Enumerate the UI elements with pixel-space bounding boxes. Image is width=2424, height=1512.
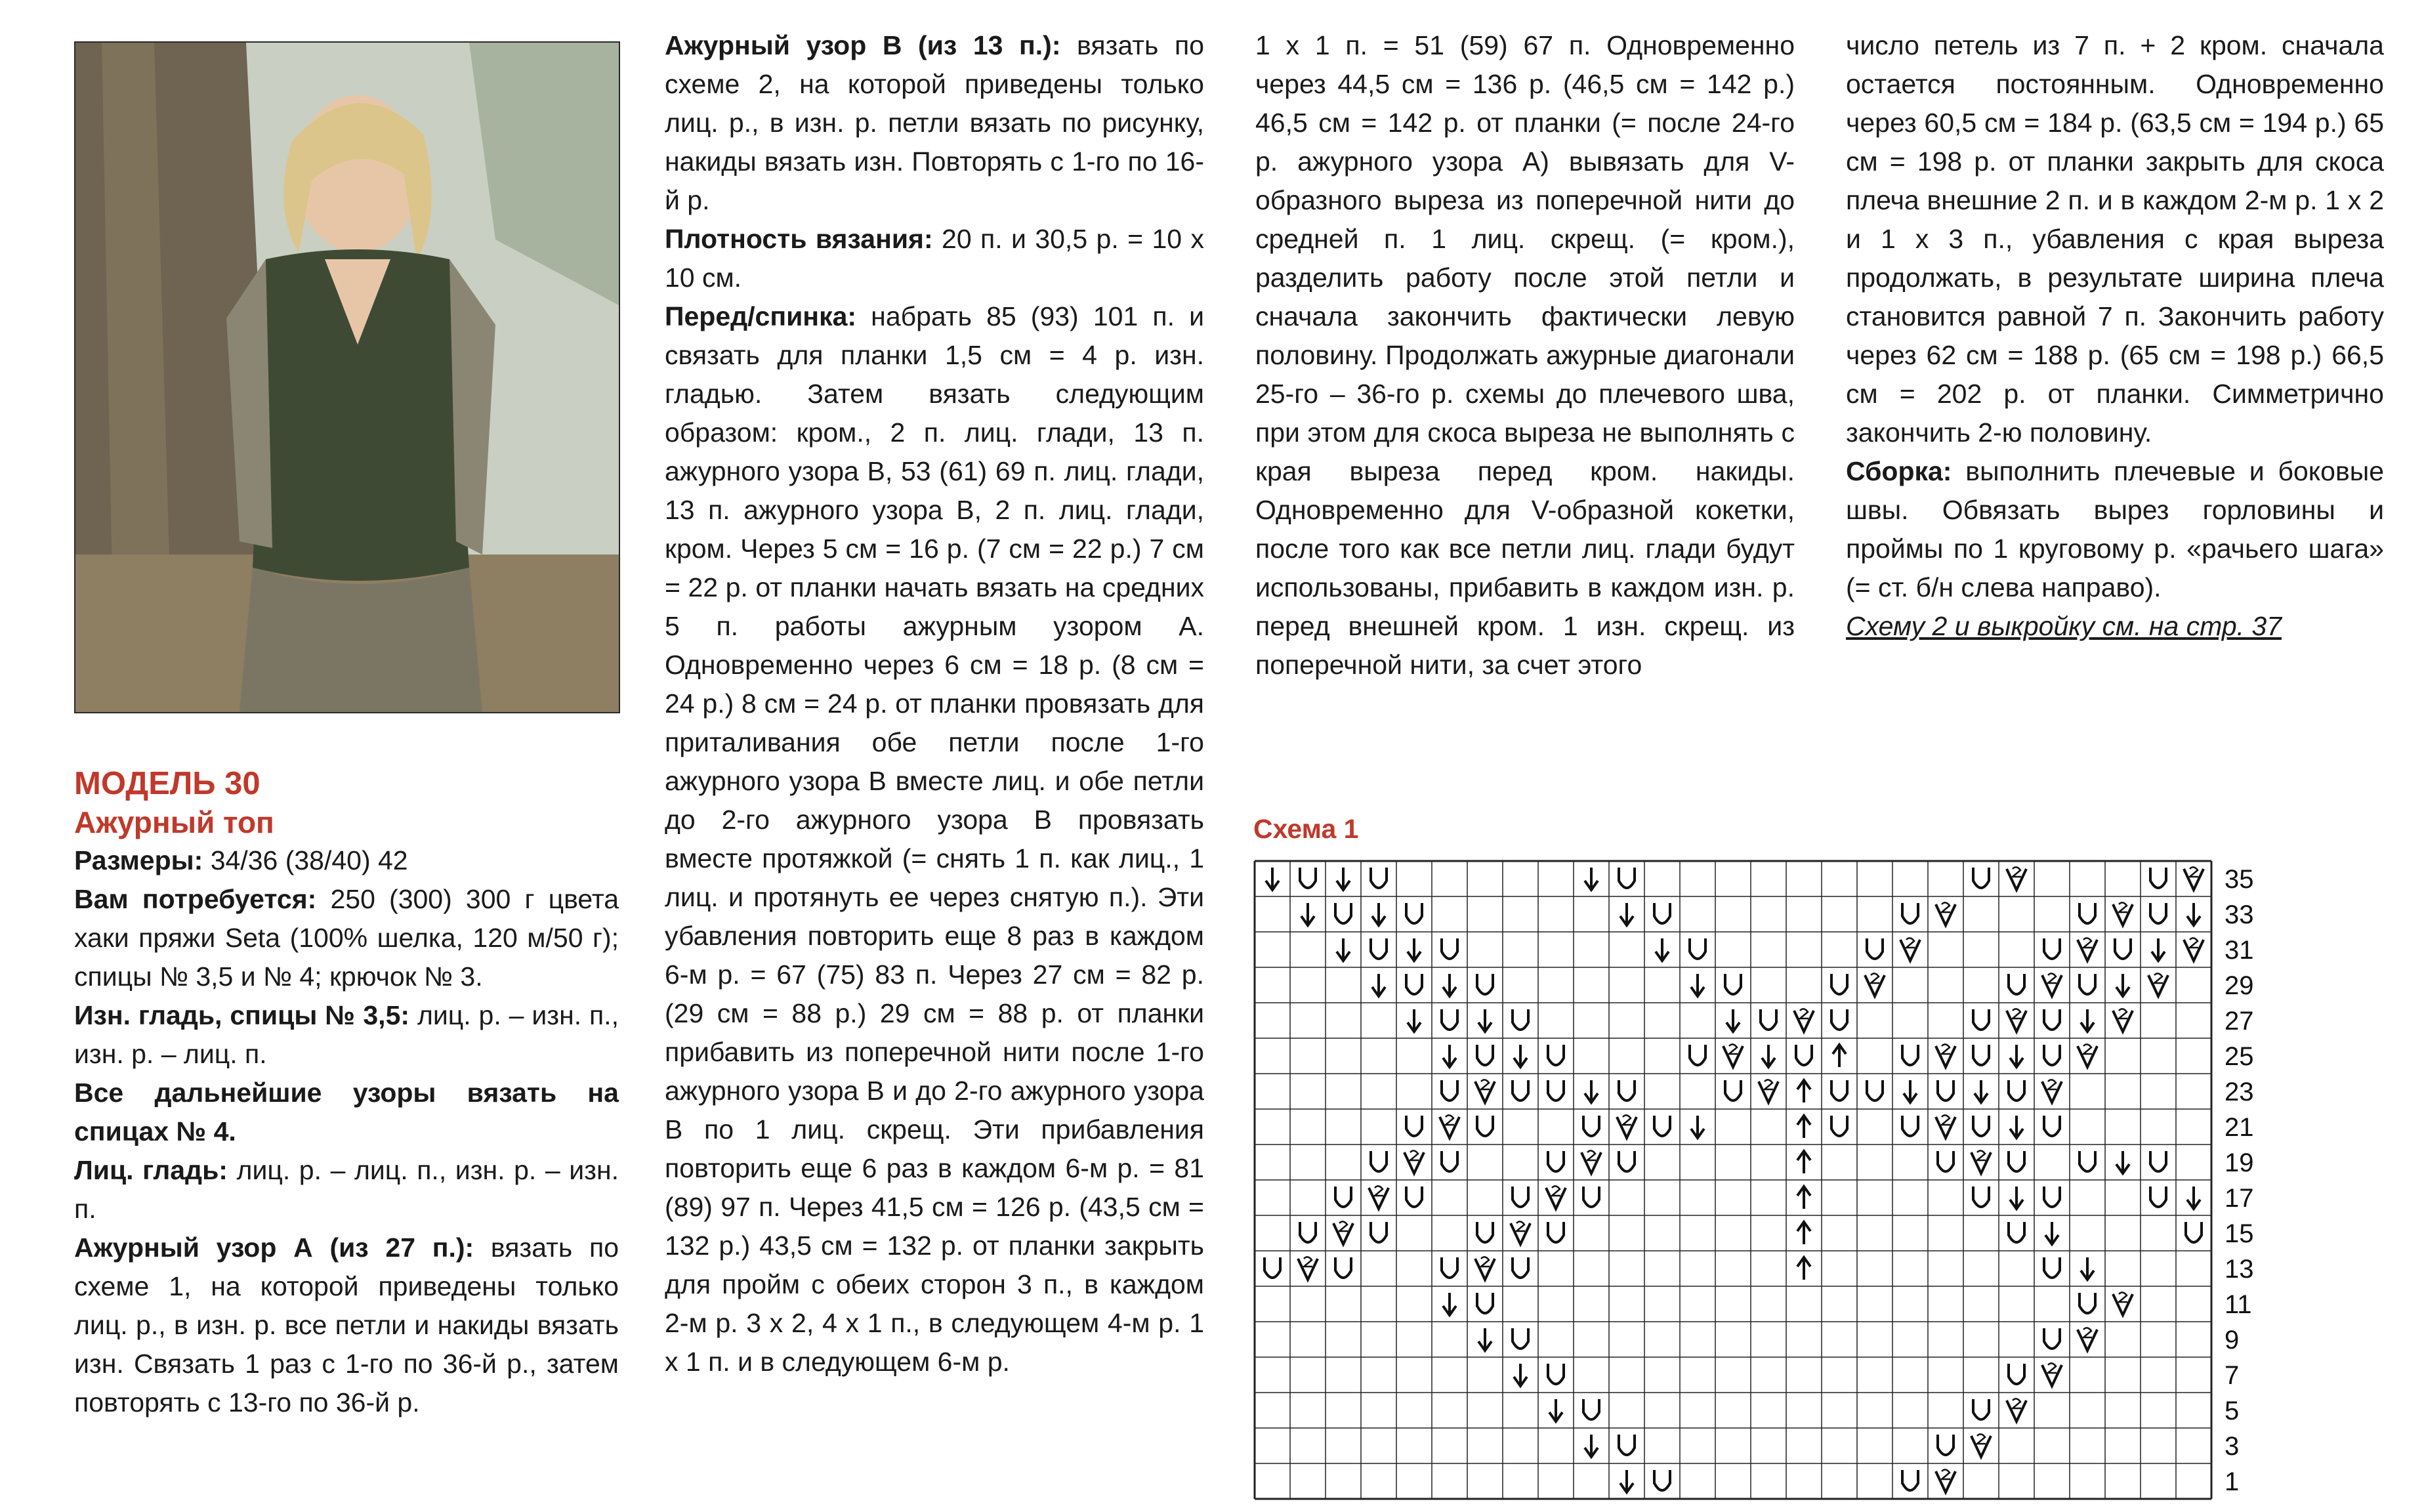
- u-loop-icon: [1371, 868, 1387, 888]
- u-loop-icon: [2150, 903, 2166, 923]
- u-loop-icon: [2186, 1222, 2202, 1242]
- lace-pattern-a-label: Ажурный узор А (из 27 п.):: [74, 1232, 474, 1263]
- v-check-mark-icon: [1942, 1115, 1950, 1125]
- chart-row-label: 21: [2225, 1113, 2254, 1142]
- u-loop-icon: [1548, 1080, 1564, 1101]
- gauge-text: 20 п. и 30,5 р. = 10 х 10 см.: [665, 224, 1204, 293]
- assembly-label: Сборка:: [1846, 456, 1952, 486]
- u-loop-icon: [1973, 1399, 1989, 1419]
- lace-pattern-a-paragraph: [74, 1228, 619, 1422]
- u-loop-icon: [1902, 1045, 1918, 1065]
- u-loop-icon: [1902, 1116, 1918, 1136]
- knit-stitch-label: Лиц. гладь:: [74, 1155, 228, 1185]
- u-loop-icon: [1335, 903, 1351, 923]
- u-loop-icon: [1867, 1080, 1883, 1101]
- u-loop-icon: [1442, 1257, 1457, 1278]
- u-loop-icon: [1973, 1186, 1989, 1207]
- u-loop-icon: [1973, 1116, 1989, 1136]
- v-check-icon: [1936, 1471, 1955, 1492]
- v-check-icon: [1369, 1188, 1389, 1209]
- v-check-mark-icon: [1481, 1080, 1490, 1089]
- v-check-mark-icon: [2048, 1080, 2057, 1089]
- lace-pattern-b-paragraph: [665, 26, 1204, 220]
- front-back-paragraph: [665, 297, 1204, 1381]
- v-check-icon: [1900, 940, 1920, 961]
- u-loop-icon: [1831, 1080, 1847, 1101]
- v-check-mark-icon: [1481, 1257, 1490, 1267]
- u-loop-icon: [1973, 1045, 1989, 1065]
- u-loop-icon: [1513, 1186, 1528, 1207]
- u-loop-icon: [1513, 1009, 1528, 1030]
- v-check-icon: [1440, 1117, 1459, 1138]
- v-check-mark-icon: [2048, 973, 2057, 983]
- u-loop-icon: [2044, 1009, 2060, 1030]
- u-loop-icon: [2044, 1186, 2060, 1207]
- u-loop-icon: [1690, 1045, 1705, 1065]
- u-loop-icon: [1477, 1045, 1493, 1065]
- u-loop-icon: [1867, 938, 1883, 959]
- sizes-label: Размеры:: [74, 845, 203, 875]
- v-check-mark-icon: [1446, 1115, 1454, 1125]
- v-check-mark-icon: [2013, 867, 2021, 877]
- u-loop-icon: [1831, 1116, 1847, 1136]
- u-loop-icon: [1406, 1116, 1422, 1136]
- u-loop-icon: [2150, 1186, 2166, 1207]
- materials-text: 250 (300) 300 г цвета хаки пряжи Seta (100% шелка, 120 м/50 г); спицы № 3,5 и № 4; крючок № 3.: [74, 884, 619, 992]
- u-loop-icon: [1619, 1151, 1635, 1171]
- chart-row-label: 25: [2225, 1042, 2254, 1071]
- v-check-mark-icon: [1942, 1044, 1950, 1054]
- u-loop-icon: [1938, 1435, 1954, 1455]
- v-check-mark-icon: [1942, 1469, 1950, 1479]
- chart-row-label: 9: [2225, 1326, 2240, 1354]
- continued-instructions: 1 х 1 п. = 51 (59) 67 п. Одновременно через 44,5 см = 136 р. (46,5 см = 142 р.) 46,5 см = 142 р. от планки (= после 24-го р. ажурного узора А) вывязать для V-образного выреза из поперечной нити до средней п. 1 лиц. скрещ. (= кром.), разделить работу после этой петли и сначала закончить фактически левую половину. Продолжать ажурные диагонали 25-го – 36-го р. схемы до плечевого шва, при этом для скоса выреза не выполнять с края выреза перед кром. накиды. Одновременно для V-образной кокетки, после того как все петли лиц. глади будут использованы, прибавить в каждом изн. р. перед внешней кром. 1 изн. скрещ. из поперечной нити, за счет этого: [1255, 30, 1795, 680]
- u-loop-icon: [2079, 1151, 2095, 1171]
- u-loop-icon: [1583, 1399, 1599, 1419]
- u-loop-icon: [1477, 1293, 1493, 1313]
- v-check-icon: [2007, 1400, 2026, 1421]
- u-loop-icon: [2044, 1328, 2060, 1349]
- u-loop-icon: [1902, 1470, 1918, 1490]
- u-loop-icon: [1902, 903, 1918, 923]
- chart-row-label: 5: [2225, 1396, 2240, 1425]
- u-loop-icon: [1442, 938, 1457, 959]
- chart-title: Схема 1: [1253, 814, 1359, 844]
- chart-row-label: 29: [2225, 971, 2254, 1000]
- u-loop-icon: [1831, 974, 1847, 994]
- u-loop-icon: [2115, 938, 2131, 959]
- v-check-icon: [2078, 1046, 2097, 1067]
- u-loop-icon: [1442, 1151, 1457, 1171]
- u-loop-icon: [2009, 1080, 2024, 1101]
- v-check-icon: [1511, 1223, 1530, 1244]
- v-check-icon: [1759, 1082, 1778, 1102]
- chart-row-label: 19: [2225, 1148, 2254, 1177]
- u-loop-icon: [1477, 974, 1493, 994]
- v-check-icon: [2007, 869, 2026, 890]
- v-check-mark-icon: [2119, 902, 2127, 912]
- lace-pattern-a-text: вязать по схеме 1, на которой приведены только лиц. р., в изн. р. все петли и накиды вязать изн. Связать 1 раз с 1-го по 36-й р., затем повторять с 13-го по 36-й р.: [74, 1232, 619, 1418]
- chart-row-label: 7: [2225, 1361, 2240, 1390]
- v-check-mark-icon: [1375, 1186, 1383, 1196]
- chart-row-label: 27: [2225, 1007, 2254, 1036]
- v-check-icon: [2148, 975, 2168, 996]
- photo-illustration: [75, 43, 619, 712]
- v-check-icon: [1298, 1259, 1318, 1280]
- u-loop-icon: [1371, 1151, 1387, 1171]
- v-check-mark-icon: [1977, 1150, 1986, 1160]
- further-patterns-paragraph: [74, 1074, 619, 1151]
- v-check-icon: [1475, 1259, 1495, 1280]
- lace-pattern-b-text: вязать по схеме 2, на которой приведены только лиц. р., в изн. р. петли вязать по рисунку, накиды вязать изн. Повторять с 1-го по 16-й р.: [665, 30, 1205, 215]
- v-check-mark-icon: [2119, 1009, 2127, 1018]
- v-check-mark-icon: [1623, 1115, 1631, 1125]
- u-loop-icon: [1725, 974, 1741, 994]
- u-loop-icon: [2009, 1222, 2024, 1242]
- u-loop-icon: [2044, 1257, 2060, 1278]
- chart-row-label: 33: [2225, 900, 2254, 929]
- further-patterns-text: Все дальнейшие узоры вязать на спицах № 4.: [74, 1078, 619, 1146]
- u-loop-icon: [1619, 1080, 1635, 1101]
- u-loop-icon: [1371, 938, 1387, 959]
- shoulder-instructions: число петель из 7 п. + 2 кром. сначала остается постоянным. Одновременно через 60,5 см = 184 р. (63,5 см = 194 р.) 65 см = 198 р. от планки закрыть для скоса плеча внешние 2 п. и в каждом 2-м р. 1 х 2 и 1 х 3 п., убавления с края выреза продолжать, в результате ширина плеча становится равной 7 п. Закончить работу через 62 см = 188 р. (65 см = 198 р.) 66,5 см = 202 р. от планки. Симметрично закончить 2-ю половину.: [1846, 30, 2384, 448]
- v-check-mark-icon: [2048, 1363, 2057, 1373]
- v-check-icon: [1794, 1011, 1814, 1032]
- v-check-icon: [2042, 1365, 2062, 1386]
- v-check-icon: [1333, 1223, 1353, 1244]
- v-check-mark-icon: [2154, 973, 2163, 983]
- v-check-icon: [2113, 1294, 2133, 1315]
- u-loop-icon: [1300, 1222, 1316, 1242]
- u-loop-icon: [1335, 1186, 1351, 1207]
- sizes-text: 34/36 (38/40) 42: [203, 845, 408, 875]
- front-back-label: Перед/спинка:: [665, 301, 857, 331]
- v-check-icon: [2078, 940, 2097, 961]
- u-loop-icon: [1583, 1116, 1599, 1136]
- model-subtitle: Ажурный топ: [74, 805, 274, 839]
- u-loop-icon: [1513, 1080, 1528, 1101]
- chart-row-label: 15: [2225, 1219, 2254, 1248]
- u-loop-icon: [1654, 1470, 1670, 1490]
- chart-row-label: 35: [2225, 865, 2254, 894]
- materials-label: Вам потребуется:: [74, 884, 317, 914]
- v-check-mark-icon: [2083, 1328, 2092, 1337]
- v-check-icon: [2007, 1011, 2026, 1032]
- v-check-mark-icon: [2119, 1292, 2127, 1302]
- u-loop-icon: [1442, 1009, 1457, 1030]
- knit-stitch-paragraph: [74, 1151, 619, 1228]
- u-loop-icon: [2044, 1116, 2060, 1136]
- v-check-icon: [1936, 904, 1955, 925]
- u-loop-icon: [2044, 938, 2060, 959]
- v-check-icon: [1617, 1117, 1637, 1138]
- v-check-icon: [2113, 904, 2133, 925]
- sizes-paragraph: [74, 841, 619, 880]
- gauge-label: Плотность вязания:: [665, 224, 933, 254]
- v-check-icon: [2042, 975, 2062, 996]
- u-loop-icon: [1477, 1222, 1493, 1242]
- u-loop-icon: [1548, 1151, 1564, 1171]
- u-loop-icon: [1442, 1080, 1457, 1101]
- u-loop-icon: [1264, 1257, 1280, 1278]
- chart-row-label: 23: [2225, 1078, 2254, 1106]
- u-loop-icon: [1513, 1328, 1528, 1349]
- purl-stitch-label: Изн. гладь, спицы № 3,5:: [74, 1000, 410, 1030]
- u-loop-icon: [1477, 1116, 1493, 1136]
- u-loop-icon: [2079, 903, 2095, 923]
- u-loop-icon: [2079, 974, 2095, 994]
- v-check-icon: [2184, 940, 2204, 961]
- chart-row-label: 1: [2225, 1467, 2240, 1496]
- v-check-icon: [1404, 1152, 1424, 1173]
- v-check-mark-icon: [1765, 1080, 1773, 1089]
- v-check-icon: [1971, 1436, 1991, 1457]
- u-loop-icon: [2150, 868, 2166, 888]
- v-check-mark-icon: [2013, 1009, 2021, 1018]
- v-check-mark-icon: [2190, 938, 2198, 948]
- model-photo: [74, 41, 620, 713]
- knit-stitch-text: лиц. р. – лиц. п., изн. р. – изн. п.: [74, 1155, 619, 1224]
- u-loop-icon: [1654, 903, 1670, 923]
- v-check-icon: [2042, 1082, 2062, 1102]
- v-check-icon: [1936, 1117, 1955, 1138]
- u-loop-icon: [1548, 1222, 1564, 1242]
- model-number: МОДЕЛЬ 30: [74, 766, 261, 801]
- v-check-mark-icon: [1587, 1150, 1596, 1160]
- v-check-mark-icon: [1942, 902, 1950, 912]
- u-loop-icon: [1725, 1080, 1741, 1101]
- purl-stitch-text: лиц. р. – изн. п., изн. р. – лиц. п.: [74, 1000, 619, 1069]
- u-loop-icon: [1973, 868, 1989, 888]
- u-loop-icon: [1690, 938, 1705, 959]
- v-check-mark-icon: [1552, 1186, 1560, 1196]
- column-2: [665, 26, 1204, 1381]
- v-check-icon: [2184, 869, 2204, 890]
- u-loop-icon: [2079, 1293, 2095, 1313]
- v-check-icon: [1865, 975, 1885, 996]
- u-loop-icon: [2044, 1045, 2060, 1065]
- v-check-mark-icon: [1800, 1009, 1808, 1018]
- u-loop-icon: [1938, 1151, 1954, 1171]
- chart-row-label: 17: [2225, 1184, 2254, 1213]
- assembly-text: выполнить плечевые и боковые швы. Обвязать вырез горловины и проймы по 1 круговому р. «рачьего шага» (= ст. б/н слева направо).: [1846, 456, 2384, 602]
- v-check-icon: [1475, 1082, 1495, 1102]
- column-1: [74, 765, 619, 1422]
- front-back-text: набрать 85 (93) 101 п. и связать для планки 1,5 см = 4 р. изн. гладью. Затем вязать следующим образом: кром., 2 п. лиц. глади, 13 п. ажурного узора В, 53 (61) 69 п. лиц. глади, 13 п. ажурного узора В, 2 п. лиц. глади, кром. Через 5 см = 16 р. (7 см = 22 р.) 7 см = 22 р. от планки начать вязать на средних 5 п. работы ажурным узором А. Одновременно через 6 см = 18 р. (8 см = 24 р.) 8 см = 24 р. от планки провязать для приталивания обе петли после 1-го ажурного узора В вместе лиц. и обе петли до 2-го ажурного узора В провязать вместе протяжкой (= снять 1 п. как лиц., 1 лиц. и протянуть ее через снятую п.). Эти убавления повторить еще 8 раз в каждом 6-м р. = 67 (75) 83 п. Через 27 см = 82 р. (29 см = 88 р.) 29 см = 88 р. от планки прибавить из поперечной нити после 1-го ажурного узора В и до 2-го ажурного узора В по 1 лиц. скрещ. Эти прибавления повторить еще 6 раз в каждом 6-м р. = 81 (89) 97 п. Через 41,5 см = 126 р. (43,5 см = 132 р.) 43,5 см = 132 р. от планки закрыть для пройм с обеих сторон 3 п., в каждом 2-м р. 3 х 2, 4 х 1 п., в следующем 4-м р. 1 х 1 п. и в следующем 6-м р.: [665, 301, 1204, 1377]
- u-loop-icon: [1796, 1045, 1812, 1065]
- u-loop-icon: [2009, 1364, 2024, 1384]
- u-loop-icon: [1583, 1186, 1599, 1207]
- chart-row-label: 11: [2225, 1290, 2252, 1319]
- knitting-chart: [1253, 860, 2302, 1504]
- v-check-mark-icon: [1339, 1221, 1348, 1231]
- purl-stitch-paragraph: [74, 996, 619, 1074]
- gauge-paragraph: [665, 220, 1204, 297]
- u-loop-icon: [1619, 868, 1635, 888]
- u-loop-icon: [1406, 1186, 1422, 1207]
- chart-row-label: 31: [2225, 936, 2254, 965]
- lace-pattern-b-label: Ажурный узор В (из 13 п.):: [665, 30, 1061, 60]
- v-check-icon: [1581, 1152, 1601, 1173]
- v-check-mark-icon: [1304, 1257, 1312, 1267]
- u-loop-icon: [1513, 1257, 1528, 1278]
- u-loop-icon: [1406, 903, 1422, 923]
- u-loop-icon: [1831, 1009, 1847, 1030]
- v-check-mark-icon: [1977, 1434, 1986, 1444]
- u-loop-icon: [1761, 1009, 1776, 1030]
- assembly-paragraph: [1846, 452, 2384, 607]
- u-loop-icon: [1973, 1009, 1989, 1030]
- u-loop-icon: [1406, 974, 1422, 994]
- v-check-mark-icon: [2013, 1398, 2021, 1408]
- v-check-mark-icon: [2083, 1044, 2092, 1054]
- u-loop-icon: [1619, 1435, 1635, 1455]
- u-loop-icon: [1654, 1116, 1670, 1136]
- v-check-icon: [1971, 1152, 1991, 1173]
- v-check-mark-icon: [2190, 867, 2198, 877]
- v-check-mark-icon: [1516, 1221, 1525, 1231]
- u-loop-icon: [1335, 1257, 1351, 1278]
- chart-row-label: 3: [2225, 1432, 2240, 1461]
- v-check-icon: [1723, 1046, 1743, 1067]
- v-check-icon: [2113, 1011, 2133, 1032]
- u-loop-icon: [1938, 1080, 1954, 1101]
- v-check-mark-icon: [1871, 973, 1879, 983]
- u-loop-icon: [2009, 1151, 2024, 1171]
- u-loop-icon: [2150, 1151, 2166, 1171]
- v-check-mark-icon: [1906, 938, 1915, 948]
- v-check-icon: [2078, 1330, 2097, 1351]
- u-loop-icon: [1548, 1364, 1564, 1384]
- v-check-icon: [1936, 1046, 1955, 1067]
- column-4: [1846, 26, 2384, 646]
- chart-row-label: 13: [2225, 1255, 2254, 1284]
- materials-paragraph: [74, 880, 619, 996]
- u-loop-icon: [1371, 1222, 1387, 1242]
- u-loop-icon: [1548, 1045, 1564, 1065]
- column-3: [1255, 26, 1795, 684]
- v-check-mark-icon: [2083, 938, 2092, 948]
- page-reference: Схему 2 и выкройку см. на стр. 37: [1846, 611, 2282, 641]
- u-loop-icon: [2009, 974, 2024, 994]
- v-check-mark-icon: [1729, 1044, 1738, 1054]
- v-check-icon: [1546, 1188, 1566, 1209]
- u-loop-icon: [1300, 868, 1316, 888]
- v-check-mark-icon: [1410, 1150, 1419, 1160]
